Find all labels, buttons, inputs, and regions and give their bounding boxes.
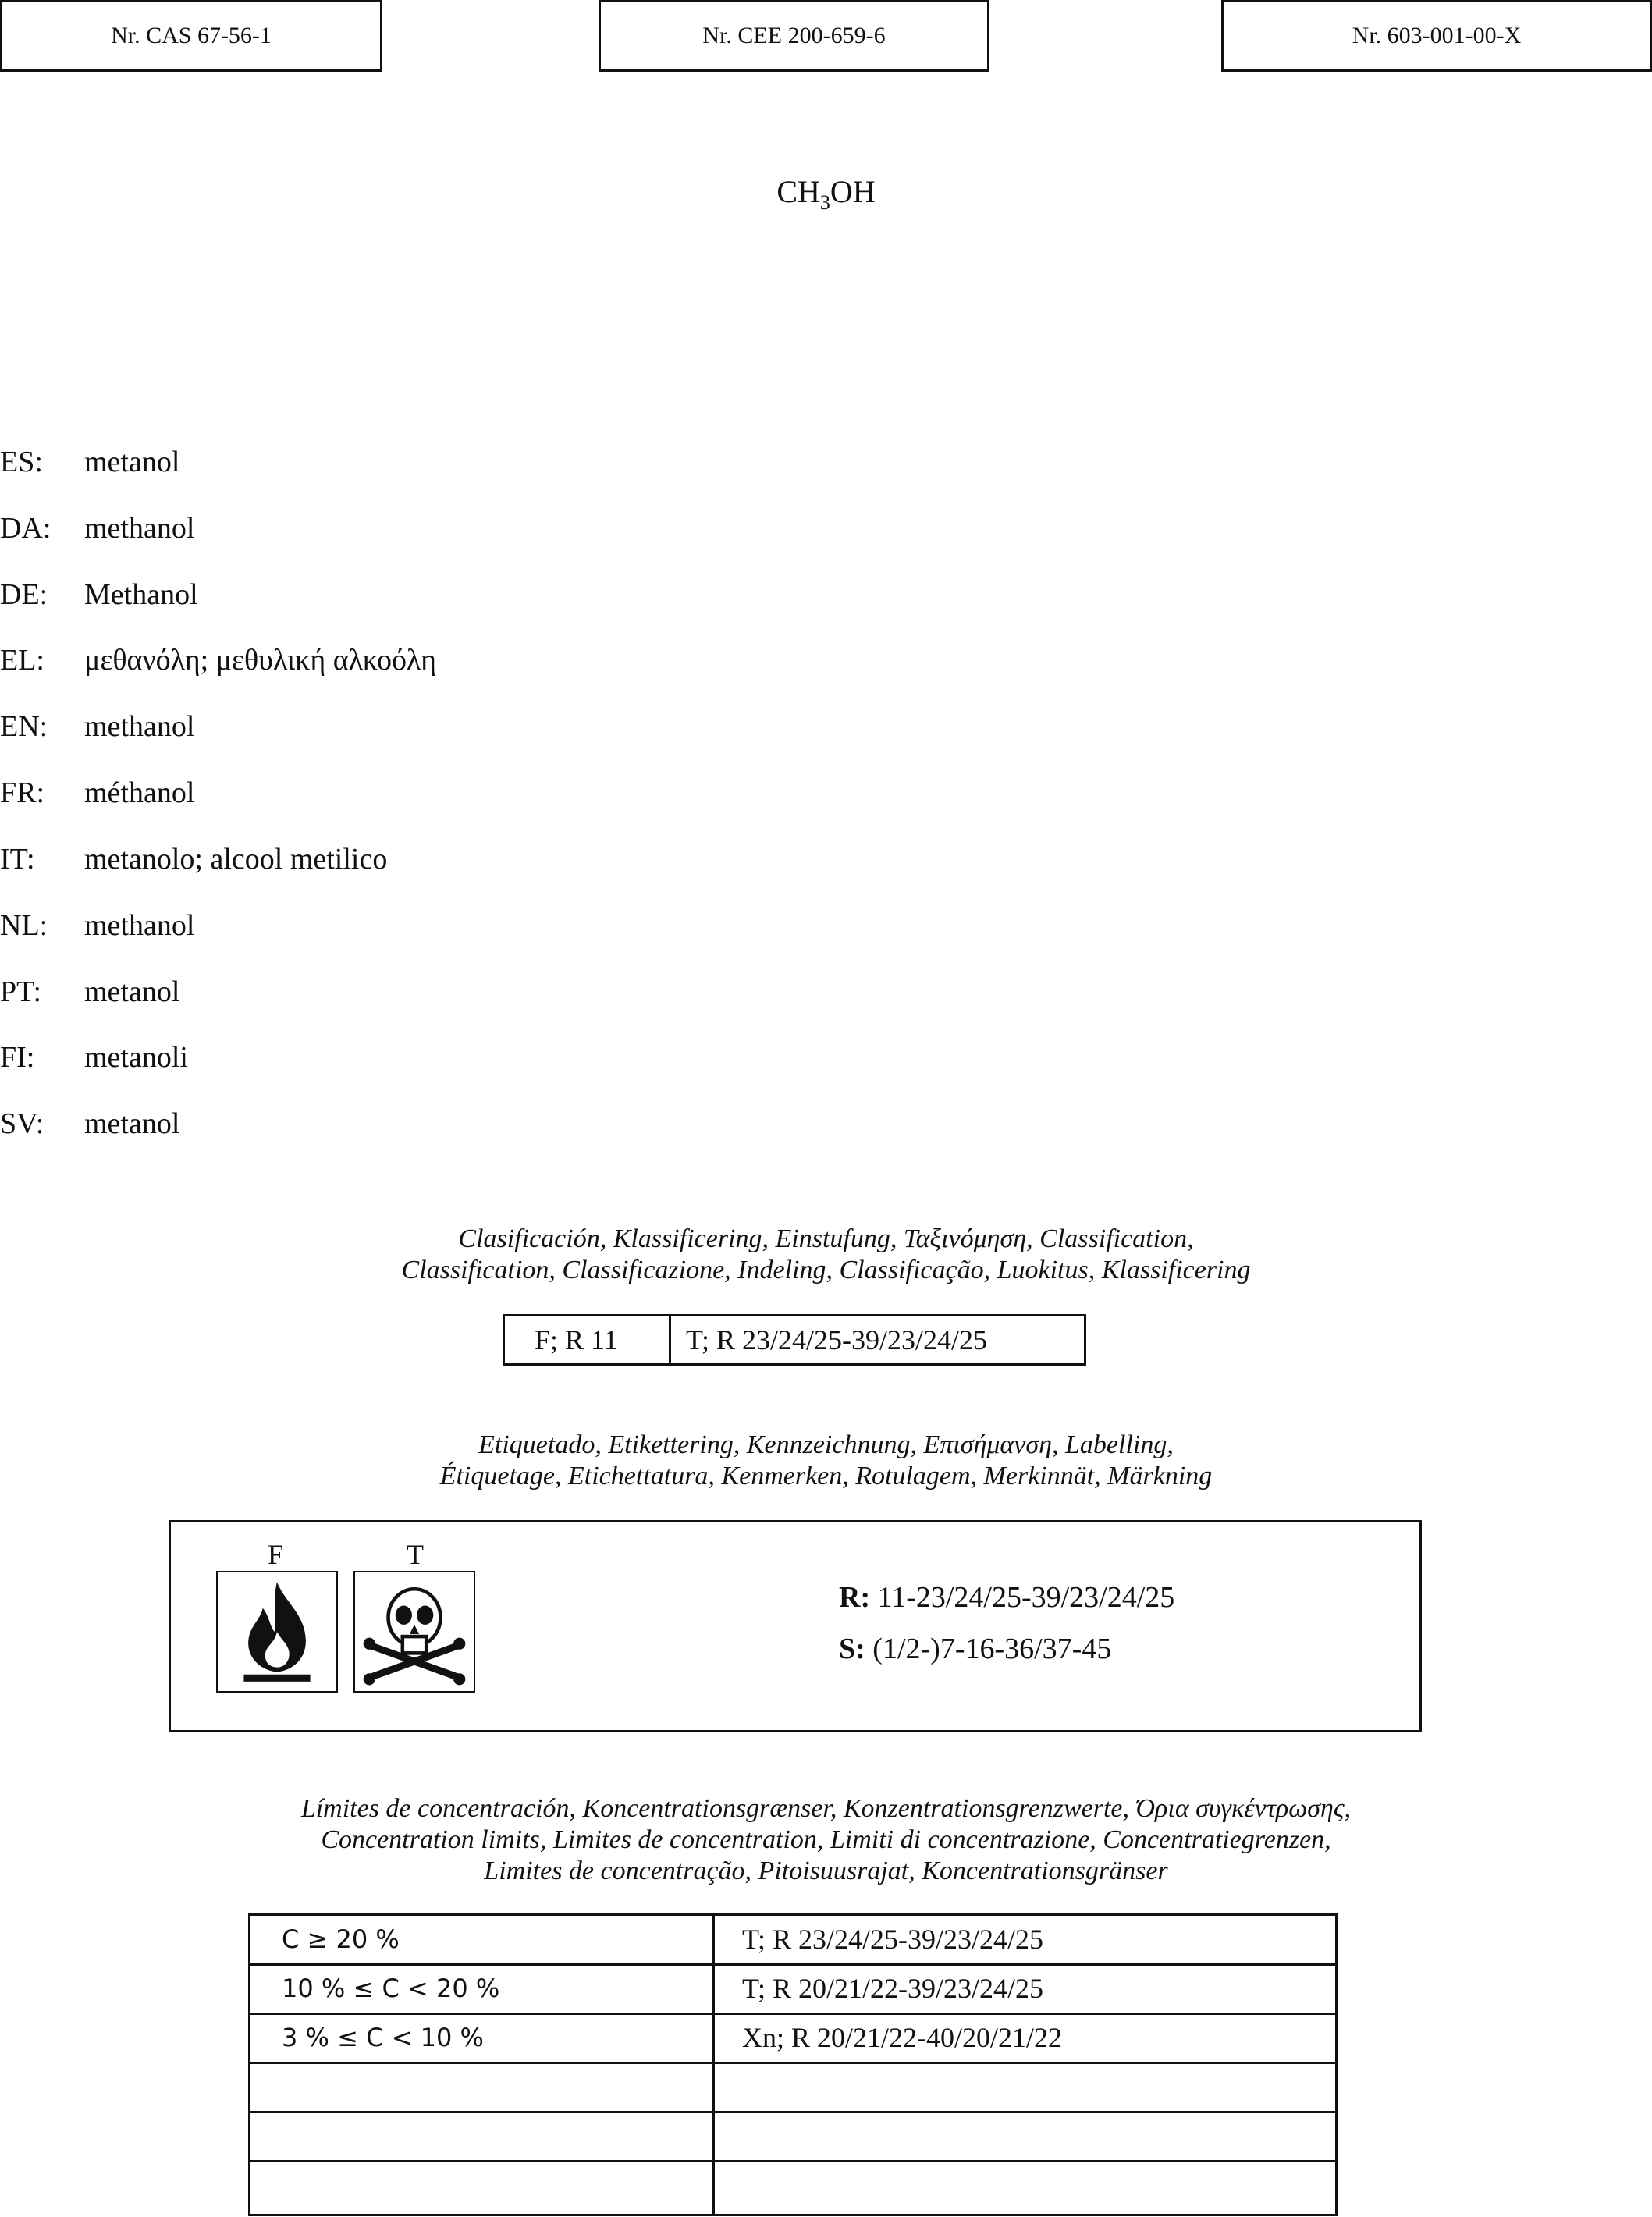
safety-phrases-label: S:	[839, 1633, 865, 1665]
language-code: FI:	[0, 1041, 35, 1074]
formula-prefix: CH	[776, 174, 820, 209]
classification-table	[503, 1314, 1086, 1366]
chemical-formula	[0, 173, 1652, 215]
labelling-panel	[169, 1520, 1422, 1732]
language-code: DE:	[0, 578, 48, 611]
labelling-heading	[0, 1430, 1652, 1492]
language-code: FR:	[0, 776, 45, 809]
index-number-box	[1221, 0, 1652, 72]
concentration-heading-line-3: Limites de concentração, Pitoisuusrajat, Koncentrationsgränser	[484, 1856, 1168, 1885]
table-row-divider	[250, 2111, 1335, 2113]
concentration-limit-cell: 3 % ≤ C < 10 %	[282, 2023, 484, 2052]
language-code: EL:	[0, 644, 44, 677]
substance-name: metanoli	[84, 1041, 188, 1074]
concentration-table	[248, 1913, 1338, 2216]
flame-icon	[216, 1571, 338, 1693]
cas-number-box	[0, 0, 382, 72]
substance-name: methanol	[84, 909, 195, 942]
labelling-heading-line-1: Etiquetado, Etikettering, Kennzeichnung, Επισήμανση, Labelling,	[478, 1430, 1174, 1459]
symbol-letter-f: F	[268, 1539, 284, 1570]
concentration-heading	[0, 1793, 1652, 1887]
concentration-limit-cell: 10 % ≤ C < 20 %	[282, 1974, 500, 2003]
formula-suffix: OH	[830, 174, 876, 209]
substance-name: Methanol	[84, 578, 198, 611]
concentration-class-cell: Xn; R 20/21/22-40/20/21/22	[742, 2022, 1063, 2053]
language-code: SV:	[0, 1107, 44, 1140]
language-code: NL:	[0, 909, 48, 942]
cas-number: Nr. CAS 67-56-1	[111, 23, 272, 48]
language-code: PT:	[0, 975, 42, 1008]
concentration-heading-line-1: Límites de concentración, Koncentrationsgrænser, Konzentrationsgrenzwerte, Όρια συγκέντρωσης,	[300, 1794, 1352, 1823]
classification-divider	[669, 1316, 671, 1363]
concentration-class-cell: T; R 20/21/22-39/23/24/25	[742, 1973, 1044, 2004]
concentration-limit-cell: C ≥ 20 %	[282, 1924, 400, 1954]
formula-subscript: 3	[819, 191, 830, 214]
table-row-divider	[250, 2160, 1335, 2162]
safety-phrases-value: (1/2-)7-16-36/37-45	[872, 1633, 1112, 1665]
substance-name: μεθανόλη; μεθυλική αλκοόλη	[84, 644, 436, 677]
language-code: IT:	[0, 843, 35, 876]
classification-heading	[0, 1224, 1652, 1286]
table-column-divider	[712, 1916, 715, 2214]
labelling-heading-line-2: Étiquetage, Etichettatura, Kenmerken, Rotulagem, Merkinnät, Märkning	[439, 1462, 1213, 1490]
cee-number: Nr. CEE 200-659-6	[702, 23, 886, 48]
cee-number-box	[599, 0, 989, 72]
index-number: Nr. 603-001-00-X	[1352, 23, 1522, 48]
substance-name: methanol	[84, 710, 195, 743]
risk-phrases-value: 11-23/24/25-39/23/24/25	[877, 1581, 1175, 1614]
table-row-divider	[250, 2062, 1335, 2064]
substance-name: methanol	[84, 512, 195, 545]
safety-phrases	[839, 1632, 1111, 1666]
substance-name: metanol	[84, 975, 180, 1008]
risk-phrases	[839, 1580, 1174, 1615]
substance-name: metanolo; alcool metilico	[84, 843, 388, 876]
language-code: EN:	[0, 710, 48, 743]
classification-heading-line-2: Classification, Classificazione, Indeling, Classificação, Luokitus, Klassificering	[401, 1256, 1251, 1284]
language-code: ES:	[0, 446, 43, 478]
concentration-heading-line-2: Concentration limits, Limites de concentration, Limiti di concentrazione, Concentratiegrenzen,	[321, 1825, 1331, 1854]
symbol-letter-t: T	[407, 1539, 424, 1570]
concentration-class-cell: T; R 23/24/25-39/23/24/25	[742, 1924, 1044, 1955]
substance-name: méthanol	[84, 776, 195, 809]
language-code: DA:	[0, 512, 52, 545]
classification-cell-toxic: T; R 23/24/25-39/23/24/25	[686, 1324, 988, 1355]
substance-name: metanol	[84, 446, 180, 478]
skull-crossbones-icon	[353, 1571, 475, 1693]
risk-phrases-label: R:	[839, 1581, 871, 1614]
classification-heading-line-1: Clasificación, Klassificering, Einstufung, Ταξινόμηση, Classification,	[458, 1224, 1194, 1253]
substance-name: metanol	[84, 1107, 180, 1140]
classification-cell-flammable: F; R 11	[535, 1324, 618, 1355]
